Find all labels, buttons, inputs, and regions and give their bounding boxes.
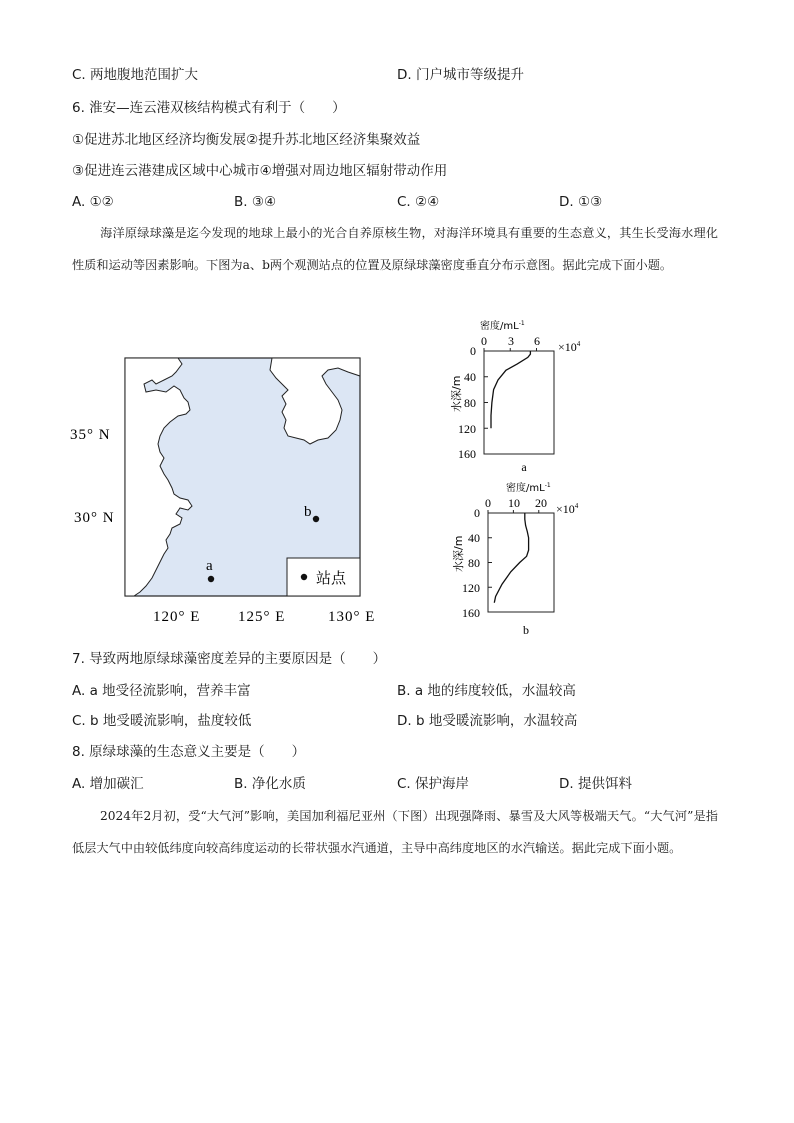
q6-option-d: D. ①③ — [559, 194, 603, 210]
profile-a-ylabel: 水深/m — [450, 375, 463, 412]
station-a-dot — [208, 576, 214, 582]
q8-option-a: A. 增加碳汇 — [72, 776, 144, 792]
legend-station-symbol — [301, 574, 307, 580]
profile-b-xtick-2: 20 — [535, 496, 547, 510]
q6-statement-1: ①促进苏北地区经济均衡发展②提升苏北地区经济集聚效益 — [72, 132, 421, 148]
profile-a-ytick-0: 0 — [470, 344, 476, 358]
q5-option-c: C. 两地腹地范围扩大 — [72, 67, 199, 83]
q7-option-a: A. a 地受径流影响，营养丰富 — [72, 683, 251, 699]
q6-option-a: A. ①② — [72, 194, 114, 210]
q5-option-d: D. 门户城市等级提升 — [397, 67, 524, 83]
profile-a-xlabel: 密度$/mL^{-1}$ — [480, 320, 525, 332]
profile-a-ytick-40: 40 — [464, 370, 476, 384]
profile-a-xticks — [481, 334, 540, 348]
profile-b-caption: b — [523, 623, 529, 637]
profile-a-density-line — [491, 351, 530, 428]
profile-a-xtick-2: 6 — [534, 334, 540, 348]
profile-a-ytick-80: 80 — [464, 396, 476, 410]
station-a-label: a — [206, 558, 213, 574]
profile-a-ytick-160: 160 — [458, 447, 476, 461]
q7-option-d: D. b 地受暖流影响，水温较高 — [397, 713, 578, 729]
passage-prochlorococcus: 海洋原绿球藻是迄今发现的地球上最小的光合自养原核生物，对海洋环境具有重要的生态意义，其生长受海水理化性质和运动等因素影响。下图为a、b两个观测站点的位置及原绿球藻密度垂直分布示意图。据此完成下面小题。 — [72, 226, 718, 272]
q6-option-c: C. ②④ — [397, 194, 440, 210]
density-profile-a — [440, 314, 600, 474]
profile-b-xtick-1: 10 — [508, 496, 520, 510]
station-b-label: b — [304, 504, 312, 520]
profile-a-xtick-1: 3 — [508, 334, 514, 348]
q8-option-c: C. 保护海岸 — [397, 776, 470, 792]
q6-option-b: B. ③④ — [234, 194, 277, 210]
q7-stem: 7. 导致两地原绿球藻密度差异的主要原因是（ ） — [72, 651, 387, 667]
profile-b-frame — [488, 513, 554, 612]
lon-label-120e: 120° E — [153, 609, 201, 625]
profile-b-ytick-80: 80 — [468, 556, 480, 570]
station-location-map — [60, 340, 390, 630]
profile-a-frame — [484, 351, 554, 454]
profile-b-xlabel: 密度$/mL^{-1}$ — [506, 482, 551, 494]
lon-label-125e: 125° E — [238, 609, 286, 625]
q8-option-b: B. 净化水质 — [234, 776, 306, 792]
profile-b-density-line — [494, 513, 528, 603]
profile-a-multiplier: $\times 10^4$ — [558, 340, 581, 354]
station-b-dot — [313, 516, 319, 522]
profile-a-ytick-120: 120 — [458, 422, 476, 436]
profile-b-ytick-160: 160 — [462, 606, 480, 620]
legend-station-label: 站点 — [316, 569, 347, 587]
lon-label-130e: 130° E — [328, 609, 376, 625]
density-profile-b — [440, 476, 600, 638]
profile-a-caption: a — [521, 460, 527, 474]
profile-b-ytick-40: 40 — [468, 531, 480, 545]
profile-b-multiplier: $\times 10^4$ — [556, 502, 579, 516]
profile-a-xtick-0: 0 — [481, 334, 487, 348]
q8-stem: 8. 原绿球藻的生态意义主要是（ ） — [72, 744, 306, 760]
lat-label-35n: 35° N — [70, 427, 111, 443]
q7-option-c: C. b 地受暖流影响，盐度较低 — [72, 713, 252, 729]
passage-atmospheric-river: 2024年2月初，受“大气河”影响，美国加利福尼亚州（下图）出现强降雨、暴雪及大风等极端天气。“大气河”是指低层大气中由较低纬度向较高纬度运动的长带状强水汽通道，主导中高纬度地区的水汽输送。据此完成下面小题。 — [72, 809, 718, 855]
q8-option-d: D. 提供饵料 — [559, 776, 632, 792]
lat-label-30n: 30° N — [74, 510, 115, 526]
q6-stem: 6. 淮安—连云港双核结构模式有利于（ ） — [72, 100, 346, 116]
profile-b-ytick-0: 0 — [474, 506, 480, 520]
profile-b-xtick-0: 0 — [485, 496, 491, 510]
q6-statement-2: ③促进连云港建成区域中心城市④增强对周边地区辐射带动作用 — [72, 163, 448, 179]
profile-b-ytick-120: 120 — [462, 581, 480, 595]
q7-option-b: B. a 地的纬度较低，水温较高 — [397, 683, 576, 699]
profile-b-xticks — [485, 496, 547, 510]
profile-b-ylabel: 水深/m — [452, 535, 465, 572]
